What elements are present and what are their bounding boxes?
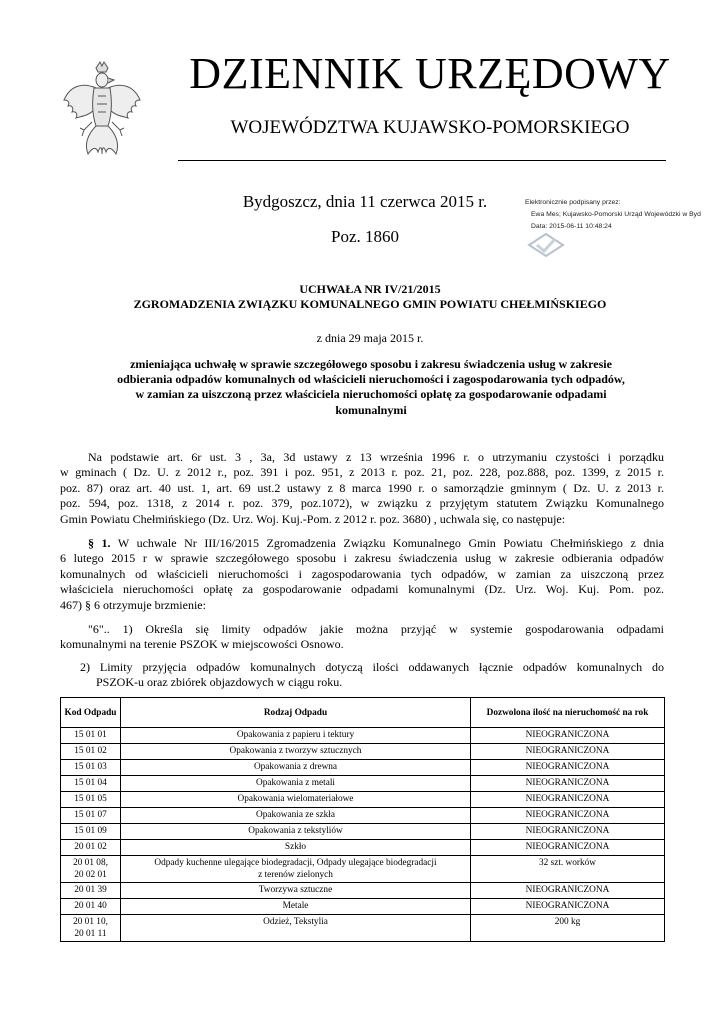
subject-line: odbierania odpadów komunalnych od właścicieli nieruchomości i zagospodarowania tych odpadów,	[117, 372, 625, 387]
polish-eagle-emblem	[62, 60, 142, 160]
waste-limit-cell: NIEOGRANICZONA	[471, 776, 665, 792]
waste-limit-cell: NIEOGRANICZONA	[471, 760, 665, 776]
section-mark: § 1.	[88, 536, 111, 550]
table-row	[61, 883, 665, 899]
table-header-row	[61, 698, 665, 728]
signature-check-icon	[527, 232, 565, 258]
waste-kind-cell: Opakowania z tworzyw sztucznych	[121, 744, 471, 760]
table-body	[61, 728, 665, 942]
text-line: w gminach ( Dz. U. z 2012 r., poz. 391 i poz. 951, z 2013 r. poz. 21, poz. 228, poz.888, poz. 1399, z 2015 r.	[60, 465, 664, 480]
point-2-paragraph	[60, 660, 664, 691]
text-line	[60, 536, 664, 551]
text-fragment: W uchwale Nr III/16/2015 Zgromadzenia Związku Komunalnego Gmin Powiatu Chełmińskiego z dnia	[110, 536, 664, 550]
subject-line: w zamian za uiszczoną przez właściciela nieruchomości opłatę za gospodarowanie odpadami	[135, 387, 607, 402]
text-line: komunalnych od właścicieli nieruchomości i zagospodarowania tych odpadów, w zamian za uiszczoną przez	[60, 566, 664, 581]
waste-limit-cell: NIEOGRANICZONA	[471, 728, 665, 744]
waste-code-cell: 20 01 40	[61, 899, 121, 915]
table-row	[61, 856, 665, 883]
waste-code-cell: 20 01 08, 20 02 01	[61, 856, 121, 883]
table-row	[61, 840, 665, 856]
resolution-number: UCHWAŁA NR IV/21/2015	[299, 282, 441, 296]
table-row	[61, 728, 665, 744]
waste-code-cell: 15 01 01	[61, 728, 121, 744]
table-row	[61, 899, 665, 915]
waste-kind-cell: Odpady kuchenne ulegające biodegradacji, Odpady ulegające biodegradacji z terenów zielonych	[121, 856, 471, 883]
waste-code-cell: 15 01 07	[61, 808, 121, 824]
point-1-paragraph	[60, 622, 664, 653]
waste-kind-cell: Opakowania ze szkła	[121, 808, 471, 824]
resolution-subject	[60, 357, 682, 418]
text-line: Na podstawie art. 6r ust. 3 , 3a, 3d ustawy z 13 września 1996 r. o utrzymaniu czystości i porządku	[88, 450, 664, 464]
text-line: 2) Limity przyjęcia odpadów komunalnych dotyczą ilości oddawanych łącznie odpadów komunalnych do	[80, 660, 664, 674]
table-row	[61, 792, 665, 808]
waste-limits-table	[60, 697, 665, 942]
text-line: Gmin Powiatu Chełmińskiego (Dz. Urz. Woj. Kuj.-Pom. z 2012 r. poz. 3680) , uchwala się, co następuje:	[60, 511, 566, 526]
text-line: 467) § 6 otrzymuje brzmienie:	[60, 597, 206, 612]
text-line: PSZOK-u oraz zbiórek objazdowych w ciągu roku.	[96, 675, 343, 690]
waste-kind-cell: Opakowania z drewna	[121, 760, 471, 776]
esign-line-2: Ewa Mes; Kujawsko-Pomorski Urząd Wojewódzki w Byd	[531, 211, 701, 218]
waste-limit-cell: NIEOGRANICZONA	[471, 744, 665, 760]
waste-kind-cell: Opakowania wielomateriałowe	[121, 792, 471, 808]
waste-limit-cell: NIEOGRANICZONA	[471, 808, 665, 824]
resolution-date: z dnia 29 maja 2015 r.	[316, 331, 424, 345]
text-line: komunalnymi na terenie PSZOK w miejscowości Osnowo.	[60, 637, 344, 652]
waste-limit-cell: 200 kg	[471, 915, 665, 942]
waste-limit-cell: NIEOGRANICZONA	[471, 824, 665, 840]
subject-line: komunalnymi	[335, 402, 407, 417]
preamble-paragraph	[60, 450, 664, 527]
waste-limit-cell: NIEOGRANICZONA	[471, 792, 665, 808]
waste-code-cell: 15 01 02	[61, 744, 121, 760]
waste-limit-cell: NIEOGRANICZONA	[471, 840, 665, 856]
waste-kind-cell: Metale	[121, 899, 471, 915]
waste-code-cell: 15 01 09	[61, 824, 121, 840]
table-row	[61, 915, 665, 942]
waste-limit-cell: NIEOGRANICZONA	[471, 883, 665, 899]
subject-line: zmieniająca uchwałę w sprawie szczegółowego sposobu i zakresu świadczenia usług w zakresie	[130, 357, 612, 371]
text-line: 6 lutego 2015 r w sprawie szczegółowego sposobu i zakresu świadczenia usług w zakresie odbierania odpadów	[60, 551, 664, 566]
text-line: poz. 87) oraz art. 40 ust. 1, art. 69 ust.2 ustawy z 8 marca 1990 r. o samorządzie gminnym ( Dz. U. z 2013 r.	[60, 480, 664, 495]
resolution-body: ZGROMADZENIA ZWIĄZKU KOMUNALNEGO GMIN POWIATU CHEŁMIŃSKIEGO	[133, 297, 607, 311]
esign-line-3: Data: 2015-06-11 10:48:24	[531, 223, 612, 230]
header-code: Kod Odpadu	[61, 698, 121, 728]
waste-kind-cell: Tworzywa sztuczne	[121, 883, 471, 899]
table-row	[61, 760, 665, 776]
journal-title: DZIENNIK URZĘDOWY	[189, 49, 671, 98]
text-line: właściciela nieruchomości opłatę za gospodarowanie odpadami komunalnymi (Dz. Urz. Woj. Kuj. Pom. poz.	[60, 582, 664, 597]
waste-code-cell: 15 01 05	[61, 792, 121, 808]
position-number: Poz. 1860	[331, 227, 399, 246]
table-row	[61, 824, 665, 840]
waste-limit-cell: NIEOGRANICZONA	[471, 899, 665, 915]
waste-code-cell: 20 01 39	[61, 883, 121, 899]
place-date: Bydgoszcz, dnia 11 czerwca 2015 r.	[242, 192, 488, 211]
waste-code-cell: 15 01 03	[61, 760, 121, 776]
waste-limit-cell: 32 szt. worków	[471, 856, 665, 883]
waste-kind-cell: Szkło	[121, 840, 471, 856]
waste-code-cell: 20 01 02	[61, 840, 121, 856]
text-line: "6".. 1) Określa się limity odpadów jakie można przyjąć w systemie gospodarowania odpadami	[88, 622, 664, 636]
masthead-divider	[178, 160, 666, 161]
esign-line-1: Elektronicznie podpisany przez:	[525, 199, 621, 206]
header-limit: Dozwolona ilość na nieruchomość na rok	[471, 698, 665, 728]
header-kind: Rodzaj Odpadu	[121, 698, 471, 728]
journal-subtitle: WOJEWÓDZTWA KUJAWSKO-POMORSKIEGO	[230, 117, 630, 138]
table-row	[61, 808, 665, 824]
table-row	[61, 744, 665, 760]
waste-code-cell: 15 01 04	[61, 776, 121, 792]
text-line: poz. 594, poz. 1318, z 2014 r. poz. 379, poz.1072), w związku z przyjętym statutem Związku Komunalnego	[60, 496, 664, 511]
waste-kind-cell: Opakowania z tekstyliów	[121, 824, 471, 840]
waste-kind-cell: Odzież, Tekstylia	[121, 915, 471, 942]
waste-kind-cell: Opakowania z papieru i tektury	[121, 728, 471, 744]
waste-kind-cell: Opakowania z metali	[121, 776, 471, 792]
table-row	[61, 776, 665, 792]
section-1-paragraph	[60, 536, 664, 613]
waste-code-cell: 20 01 10, 20 01 11	[61, 915, 121, 942]
